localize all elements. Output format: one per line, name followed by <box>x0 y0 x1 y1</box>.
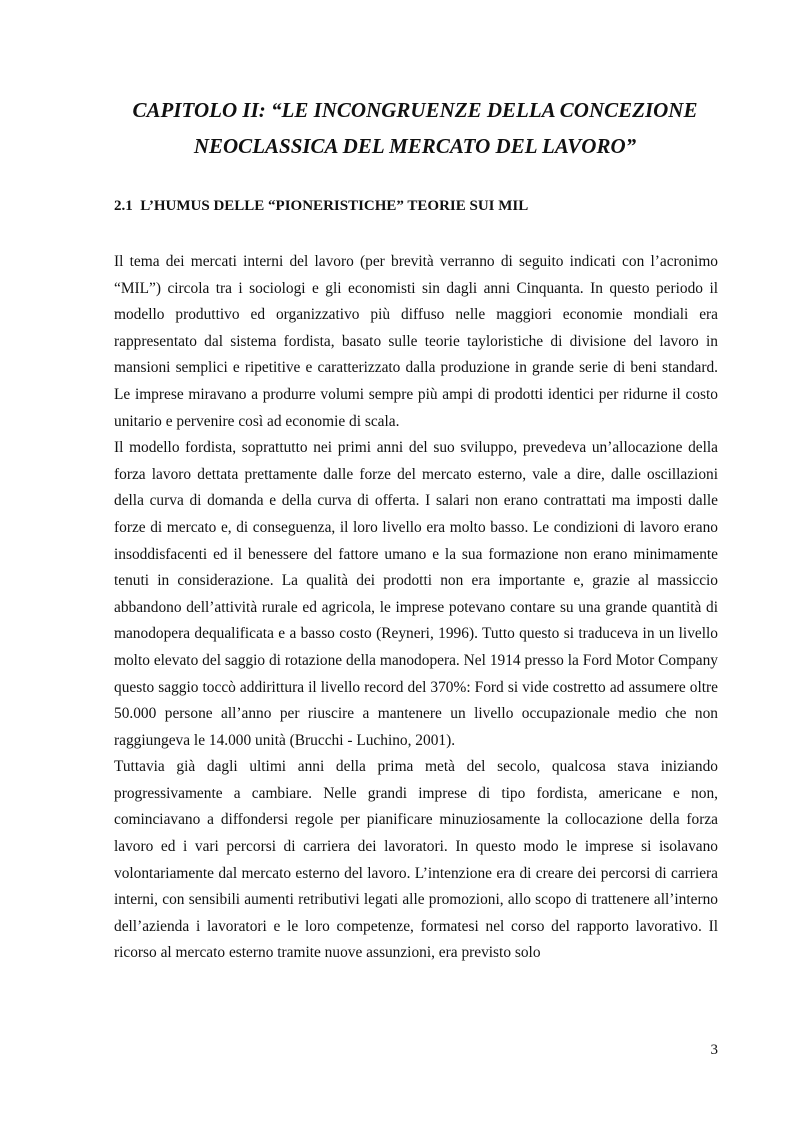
chapter-title-line-1: CAPITOLO II: “LE INCONGRUENZE DELLA CONCEZIONE <box>132 98 698 122</box>
chapter-title-line-2: NEOCLASSICA DEL MERCATO DEL LAVORO” <box>193 134 637 158</box>
section-heading: 2.1 L’HUMUS DELLE “PIONERISTICHE” TEORIE SUI MIL <box>114 198 529 214</box>
paragraph-3: Tuttavia già dagli ultimi anni della prima metà del secolo, qualcosa stava iniziando progressivamente a cambiare. Nelle grandi imprese di tipo fordista, americane e non, cominciavano a diffondersi regole per pianificare minuziosamente la collocazione della forza lavoro ed i vari percorsi di carriera dei lavoratori. In questo modo le imprese si isolavano volontariamente dal mercato esterno del lavoro. L’intenzione era di creare dei percorsi di carriera interni, con sensibili aumenti retributivi legati alle promozioni, allo scopo di trattenere all’interno dell’azienda i lavoratori e le loro competenze, formatesi nel corso del rapporto lavorativo. Il ricorso al mercato esterno tramite nuove assunzioni, era previsto solo <box>114 758 718 962</box>
body-text <box>114 249 718 967</box>
page-number: 3 <box>710 1042 718 1058</box>
chapter-title <box>100 92 730 164</box>
paragraph-1: Il tema dei mercati interni del lavoro (per brevità verranno di seguito indicati con l’acronimo “MIL”) circola tra i sociologi e gli economisti sin dagli anni Cinquanta. In questo periodo il modello produttivo ed organizzativo più diffuso nelle maggiori economie mondiali era rappresentato dal sistema fordista, basato sulle teorie tayloristiche di divisione del lavoro in mansioni semplici e ripetitive e caratterizzato dalla produzione in grande serie di beni standard. Le imprese miravano a produrre volumi sempre più ampi di prodotti identici per ridurne il costo unitario e pervenire così ad economie di scala. <box>114 253 718 430</box>
paragraph-2: Il modello fordista, soprattutto nei primi anni del suo sviluppo, prevedeva un’allocazione della forza lavoro dettata prettamente dalle forze del mercato esterno, vale a dire, dalle oscillazioni della curva di domanda e della curva di offerta. I salari non erano contrattati ma imposti dalle forze di mercato e, di conseguenza, il loro livello era molto basso. Le condizioni di lavoro erano insoddisfacenti ed il benessere del fattore umano e la sua formazione non erano minimamente tenuti in considerazione. La qualità dei prodotti non era importante e, grazie al massiccio abbandono dell’attività rurale ed agricola, le imprese potevano contare su una grande quantità di manodopera dequalificata e a basso costo (Reyneri, 1996). Tutto questo si traduceva in un livello molto elevato del saggio di rotazione della manodopera. Nel 1914 presso la Ford Motor Company questo saggio toccò addirittura il livello record del 370%: Ford si vide costretto ad assumere oltre 50.000 persone all’anno per riuscire a mantenere un livello occupazionale medio che non raggiungeva le 14.000 unità (Brucchi - Luchino, 2001). <box>114 439 718 749</box>
